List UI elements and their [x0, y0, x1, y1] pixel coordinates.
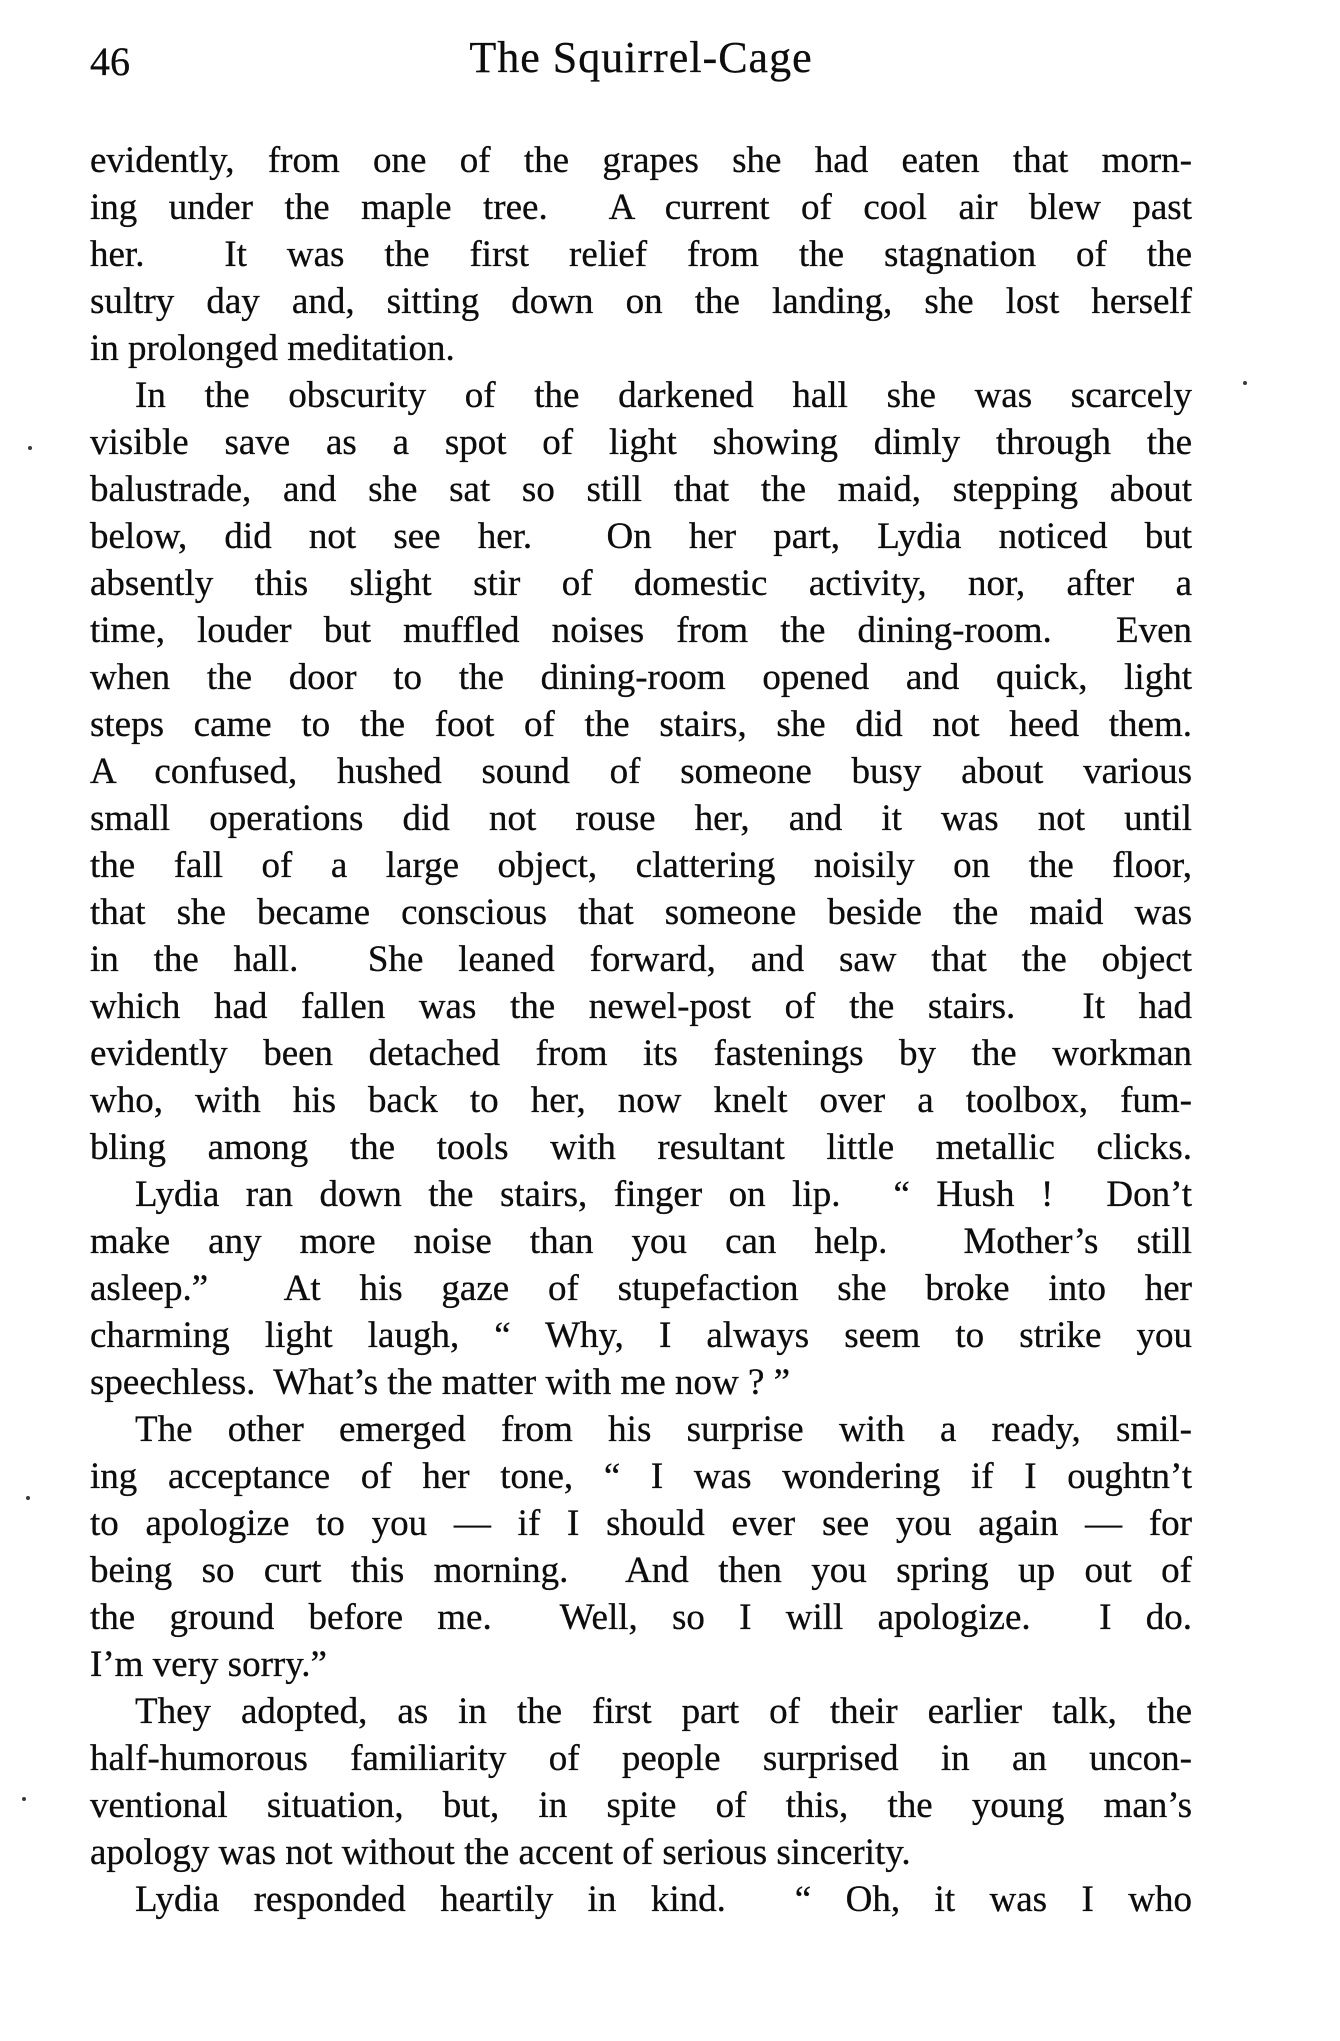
text-line: to apologize to you — if I should ever see you again — for	[90, 1503, 1192, 1544]
text-line: make any more noise than you can help. Mother’s still	[90, 1221, 1192, 1262]
scan-speck	[1243, 381, 1247, 385]
text-line: In the obscurity of the darkened hall she was scarcely	[135, 375, 1192, 416]
text-line: absently this slight stir of domestic activity, nor, after a	[90, 563, 1192, 604]
text-line: speechless. What’s the matter with me now ? ”	[90, 1362, 791, 1403]
text-line: ing under the maple tree. A current of cool air blew past	[90, 187, 1192, 228]
text-line: Lydia ran down the stairs, finger on lip. “ Hush ! Don’t	[135, 1174, 1192, 1215]
paragraph	[90, 1876, 1192, 1923]
text-line: steps came to the foot of the stairs, she did not heed them.	[90, 704, 1192, 745]
text-line: her. It was the first relief from the stagnation of the	[90, 234, 1192, 275]
paragraph	[90, 1406, 1192, 1688]
text-line: bling among the tools with resultant little metallic clicks.	[90, 1127, 1192, 1168]
text-line: ing acceptance of her tone, “ I was wondering if I oughtn’t	[90, 1456, 1192, 1497]
text-line: in prolonged meditation.	[90, 328, 455, 369]
text-line: in the hall. She leaned forward, and saw that the object	[90, 939, 1192, 980]
text-block	[90, 137, 1192, 1923]
text-line: time, louder but muffled noises from the dining-room. Even	[90, 610, 1192, 651]
paragraph	[90, 137, 1192, 372]
text-line: charming light laugh, “ Why, I always seem to strike you	[90, 1315, 1192, 1356]
text-line: Lydia responded heartily in kind. “ Oh, it was I who	[135, 1879, 1192, 1920]
text-line: that she became conscious that someone beside the maid was	[90, 892, 1192, 933]
paragraph	[90, 1171, 1192, 1406]
text-line: balustrade, and she sat so still that the maid, stepping about	[90, 469, 1192, 510]
scan-speck	[26, 1496, 30, 1500]
page-number: 46	[90, 39, 130, 84]
text-line: being so curt this morning. And then you spring up out of	[90, 1550, 1192, 1591]
text-line: below, did not see her. On her part, Lydia noticed but	[90, 516, 1192, 557]
text-line: evidently been detached from its fastenings by the workman	[90, 1033, 1192, 1074]
paragraph	[90, 1688, 1192, 1876]
text-line: I’m very sorry.”	[90, 1644, 327, 1685]
text-line: evidently, from one of the grapes she had eaten that morn-	[90, 140, 1192, 181]
running-title: The Squirrel-Cage	[469, 33, 813, 82]
text-line: which had fallen was the newel-post of the stairs. It had	[90, 986, 1192, 1027]
scan-speck	[22, 1797, 26, 1801]
text-line: They adopted, as in the first part of their earlier talk, the	[135, 1691, 1192, 1732]
text-line: small operations did not rouse her, and it was not until	[90, 798, 1192, 839]
text-line: asleep.” At his gaze of stupefaction she broke into her	[90, 1268, 1192, 1309]
scan-speck	[28, 446, 32, 450]
text-line: apology was not without the accent of serious sincerity.	[90, 1832, 911, 1873]
text-line: ventional situation, but, in spite of this, the young man’s	[90, 1785, 1192, 1826]
text-line: half-humorous familiarity of people surprised in an uncon-	[90, 1738, 1192, 1779]
page-header	[90, 30, 1192, 94]
text-line: the ground before me. Well, so I will apologize. I do.	[90, 1597, 1192, 1638]
text-line: sultry day and, sitting down on the landing, she lost herself	[90, 281, 1192, 322]
text-line: who, with his back to her, now knelt over a toolbox, fum-	[90, 1080, 1192, 1121]
text-line: A confused, hushed sound of someone busy about various	[90, 751, 1192, 792]
paragraph	[90, 372, 1192, 1171]
text-line: visible save as a spot of light showing dimly through the	[90, 422, 1192, 463]
text-line: when the door to the dining-room opened and quick, light	[90, 657, 1192, 698]
text-line: The other emerged from his surprise with a ready, smil-	[135, 1409, 1192, 1450]
text-line: the fall of a large object, clattering noisily on the floor,	[90, 845, 1192, 886]
